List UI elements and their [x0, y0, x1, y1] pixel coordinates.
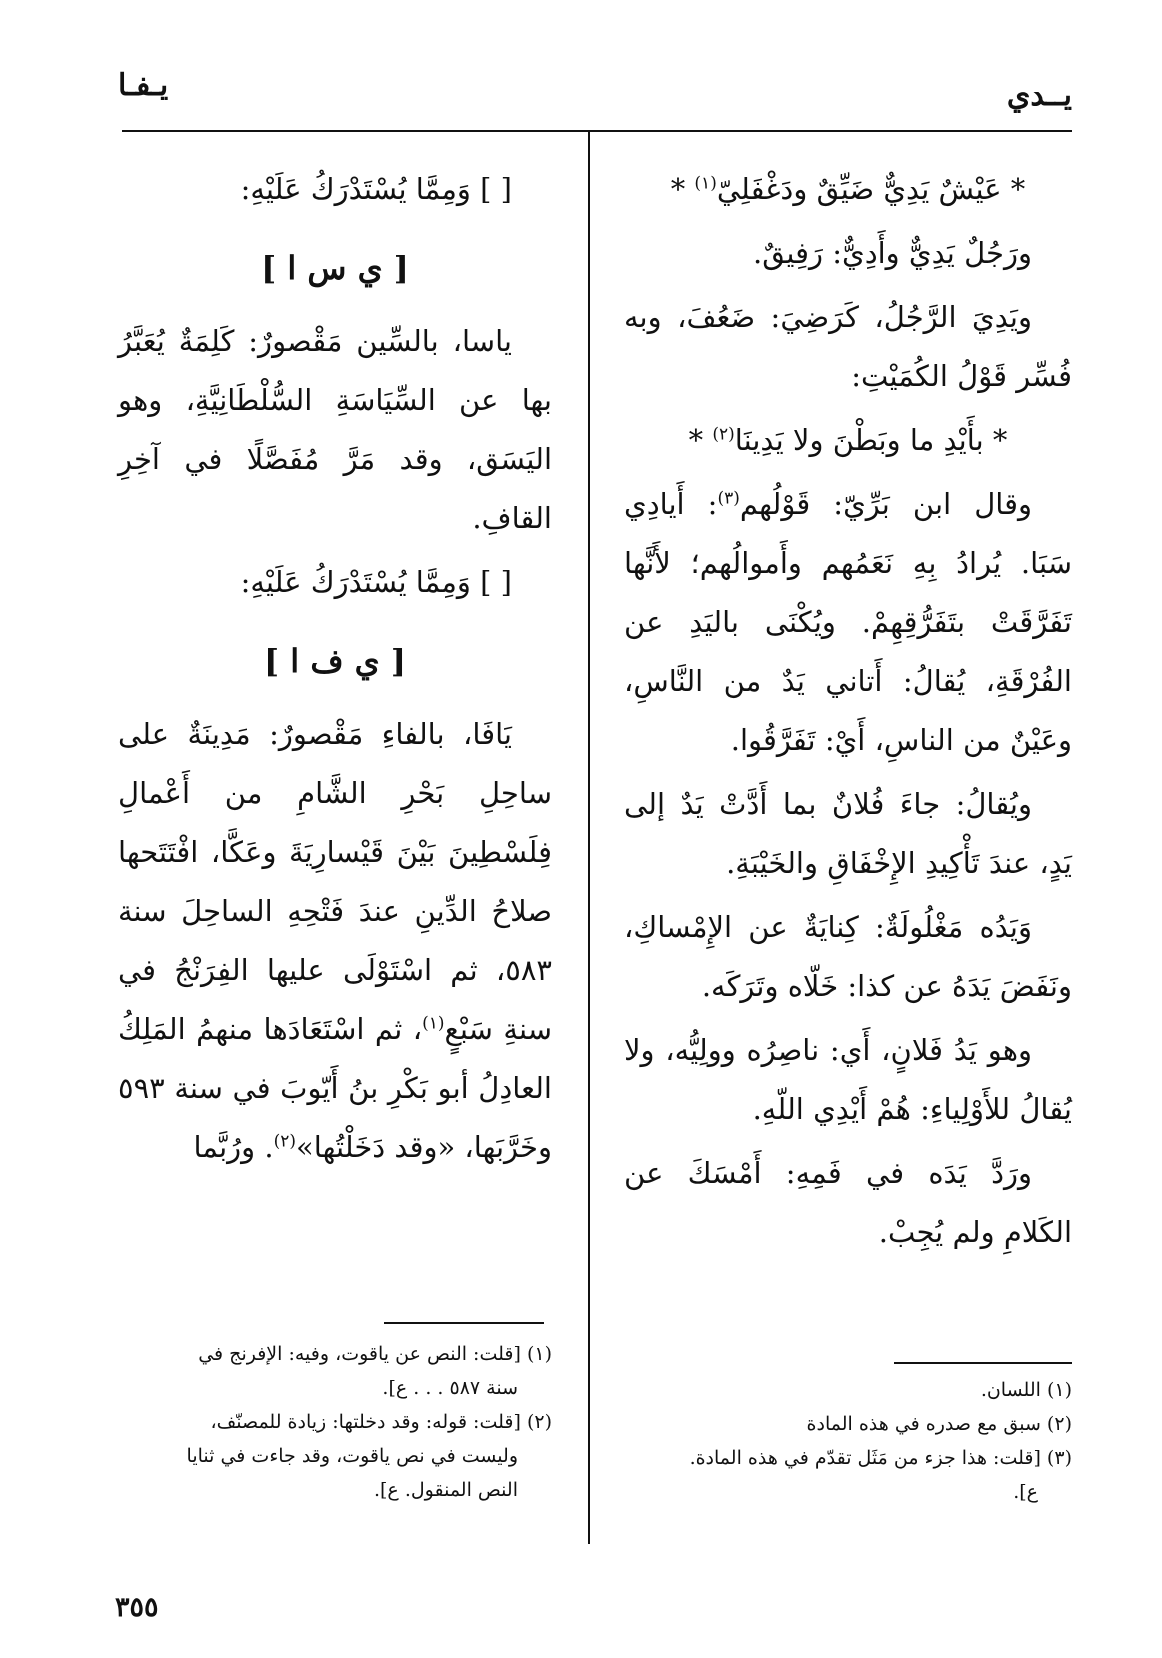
- verse-line: * بأَيْدِ ما وبَطْنَ ولا يَدِينَا$^{(٢)}$ *: [688, 423, 1008, 457]
- right-column: [624, 160, 1072, 1267]
- footnote-rule-right: [894, 1362, 1072, 1364]
- paragraph: وَيَدُه مَغْلُولَةٌ: كِنايَةٌ عن الإِمْساكِ، ونَفَضَ يَدَهُ عن كذا: خَلّاه وتَرَكَه.: [624, 910, 1072, 1003]
- left-column: [118, 160, 552, 1182]
- paragraph: وهو يَدُ فَلانٍ، أَي: ناصِرُه وولِيُّه، ولا يُقالُ للأَوْلِياءِ: هُمْ أَيْدِي اللّهِ.: [624, 1033, 1072, 1126]
- footnote-marker: (٣): [717, 488, 740, 509]
- paragraph: وقال ابن بَرِّيّ: قَوْلُهم$^{(٣)}$: أَيادِي سَبَا. يُرادُ بِهِ نَعَمُهم وأَموالُهم؛ لأَنَّها تَفَرَّقَتْ بتَفَرُّقِهِمْ. ويُكْنَى باليَدِ عن الفُرْقَةِ، يُقالُ: أَتاني يَدٌ من النَّاسِ، وعَيْنٌ من الناسِ، أَيْ: تَفَرَّقُوا.: [624, 487, 1072, 757]
- footnote-marker: (١): [422, 1013, 445, 1034]
- paragraph: يَافَا، بالفاءِ مَقْصورٌ: مَدِينَةٌ على ساحِلِ بَحْرِ الشَّامِ من أَعْمالِ فِلَسْطِينَ بَيْنَ قَيْسارِيَةَ وعَكَّا، افْتَتَحها صلاحُ الدِّينِ عندَ فَتْحِهِ الساحِلَ سنة ٥٨٣، ثم اسْتَوْلَى عليها الفِرَنْجُ في سنةِ سَبْعٍ$^{(١)}$، ثم اسْتَعَادَها منهمُ المَلِكُ العادِلُ أبو بَكْرِ بنُ أَيّوبَ في سنة ٥٩٣ وخَرَّبَها، «وقد دَخَلْتُها»$^{(٢)}$. ورُبَّما: [118, 717, 552, 1164]
- header-rule: [122, 130, 1072, 132]
- footnote-continuation: وليست في نص ياقوت، وقد جاءت في ثنايا: [186, 1445, 518, 1467]
- entry-heading: [ ي س ا ]: [261, 249, 409, 287]
- paragraph: ورَجُلٌ يَدِيٌّ وأَدِيٌّ: رَفِيقٌ.: [752, 236, 1032, 270]
- footnote-marker: (٢): [712, 424, 735, 445]
- column-divider: [588, 132, 590, 1544]
- footnote: (١) [قلت: النص عن ياقوت، وفيه: الإفرنج في: [198, 1343, 552, 1365]
- paragraph: ياسا، بالسِّين مَقْصورٌ: كَلِمَةٌ يُعَبَّرُ بها عن السِّيَاسَةِ السُّلْطَانِيَّةِ، وهو اليَسَق، وقد مَرَّ مُفَصَّلًا في آخِرِ القافِ.: [118, 324, 552, 535]
- footnote: (٣) [قلت: هذا جزء من مَثَل تقدّم في هذه المادة.: [689, 1447, 1072, 1469]
- footnote-marker: (١): [694, 173, 717, 194]
- page-number: ٣٥٥: [115, 1592, 159, 1623]
- entry-heading: [ ي ف ا ]: [264, 642, 406, 680]
- mustadrak-note: [ ] وَمِمَّا يُسْتَدْرَكُ عَلَيْهِ:: [240, 565, 512, 599]
- running-header-right: يــدي: [1006, 78, 1072, 113]
- paragraph: ويَدِيَ الرَّجُلُ، كَرَضِيَ: ضَعُفَ، وبه فُسِّر قَوْلُ الكُمَيْتِ:: [624, 300, 1072, 393]
- footnote: (١) اللسان.: [980, 1379, 1072, 1401]
- paragraph: ويُقالُ: جاءَ فُلانٌ بما أَدَّتْ يَدٌ إلى يَدٍ، عندَ تَأْكِيدِ الإِخْفَاقِ والخَيْبَةِ.: [624, 787, 1072, 880]
- footnote: (٢) سبق مع صدره في هذه المادة: [806, 1413, 1072, 1435]
- running-header-left: يـفـا: [118, 68, 169, 103]
- mustadrak-note: [ ] وَمِمَّا يُسْتَدْرَكُ عَلَيْهِ:: [240, 172, 512, 206]
- footnote-continuation: النص المنقول. ع].: [373, 1479, 518, 1501]
- footnote-marker: (٢): [273, 1131, 297, 1152]
- footnote-continuation: ع].: [1013, 1481, 1038, 1503]
- footnote-rule-left: [384, 1322, 544, 1324]
- footnotes-right: [624, 1374, 1072, 1510]
- paragraph: ورَدَّ يَدَه في فَمِهِ: أَمْسَكَ عن الكَلامِ ولم يُجِبْ.: [624, 1156, 1072, 1249]
- footnote-continuation: سنة ٥٨٧ . . . ع].: [382, 1377, 518, 1399]
- footnote: (٢) [قلت: قوله: وقد دخلتها: زيادة للمصنّف،: [210, 1411, 552, 1433]
- footnotes-left: [118, 1338, 552, 1508]
- verse-line: * عَيْشٌ يَدِيٌّ ضَيِّقٌ ودَغْفَلِيّ$^{(١)}$ *: [670, 172, 1026, 206]
